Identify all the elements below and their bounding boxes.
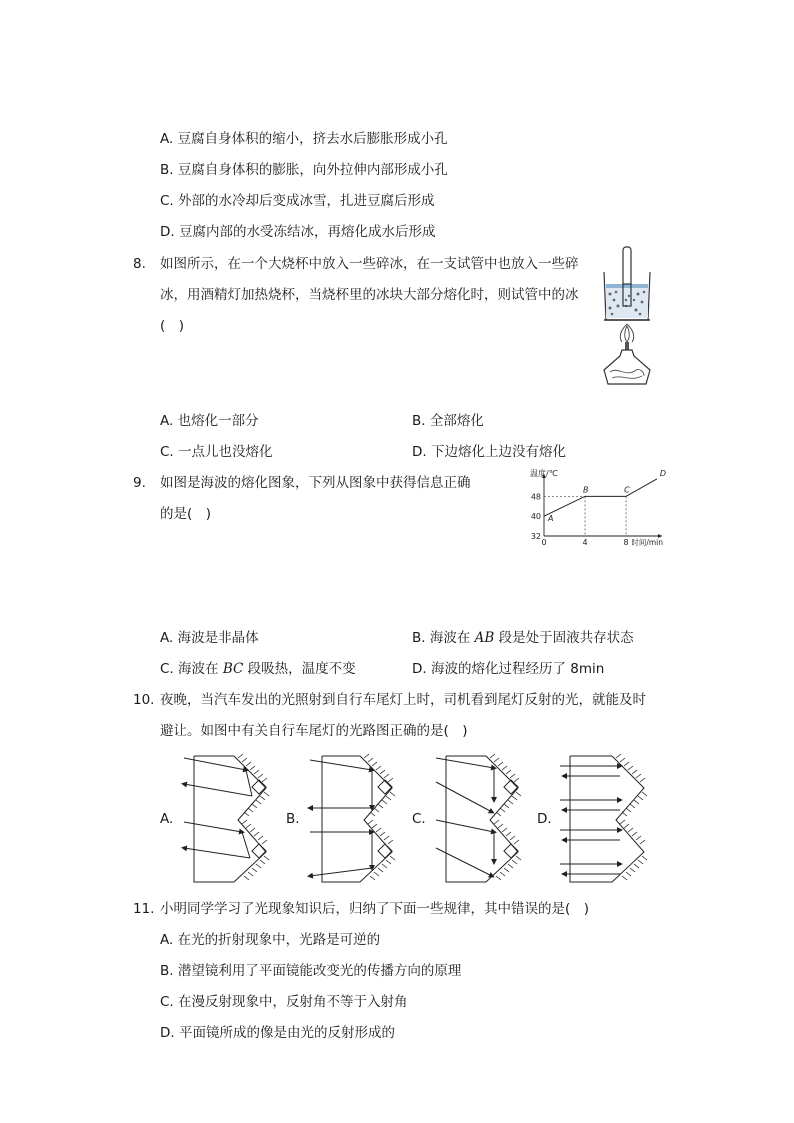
q9-option-b-var: AB xyxy=(474,630,495,646)
q9-option-c-post: 段吸热，温度不变 xyxy=(243,661,356,677)
q10-option-c-label: C. xyxy=(412,811,426,827)
q9-stem-line2: 的是( ) xyxy=(160,506,212,522)
x-tick-label: 0 xyxy=(541,538,547,547)
reflector-diagram-c xyxy=(432,752,532,888)
q7-option-b: B. 豆腐自身体积的膨胀，向外拉伸内部形成小孔 xyxy=(160,162,448,178)
q9-option-c xyxy=(160,659,356,679)
beaker-lamp-figure xyxy=(596,244,658,392)
q7-option-d: D. 豆腐内部的水受冻结冰，再熔化成水后形成 xyxy=(160,224,436,240)
q11-option-a: A. 在光的折射现象中，光路是可逆的 xyxy=(160,932,381,948)
y-tick-label: 40 xyxy=(530,512,541,522)
y-tick-label: 48 xyxy=(530,492,541,502)
reflector-diagram-a xyxy=(180,752,280,888)
q10-option-a-label: A. xyxy=(160,811,174,827)
q9-stem-line1: 如图是海波的熔化图象，下列从图象中获得信息正确 xyxy=(160,475,471,491)
q8-option-d: D. 下边熔化上边没有熔化 xyxy=(412,444,566,460)
q9-number: 9. xyxy=(133,475,146,491)
q9-option-d: D. 海波的熔化过程经历了 8min xyxy=(412,661,605,677)
q8-option-b: B. 全部熔化 xyxy=(412,413,484,429)
reflector-diagram-b xyxy=(306,752,406,888)
q10-number: 10. xyxy=(133,692,155,708)
y-tick-label: 32 xyxy=(530,532,541,541)
point-label: C xyxy=(624,485,630,495)
point-label: A xyxy=(548,514,554,524)
q11-stem: 小明同学学习了光现象知识后，归纳了下面一些规律，其中错误的是( ) xyxy=(160,901,590,917)
reflector-diagram-d xyxy=(556,752,660,888)
q10-stem-line2: 避让。如图中有关自行车尾灯的光路图正确的是( ) xyxy=(160,723,468,739)
q9-option-b-pre: B. 海波在 xyxy=(412,630,475,646)
x-tick-label: 4 xyxy=(582,538,588,547)
q8-number: 8. xyxy=(133,256,146,272)
point-label: B xyxy=(583,485,589,495)
q9-option-b xyxy=(412,628,634,648)
q11-option-b: B. 潜望镜利用了平面镜能改变光的传播方向的原理 xyxy=(160,963,462,979)
q9-option-b-post: 段是处于固液共存状态 xyxy=(494,630,634,646)
q11-number: 11. xyxy=(133,901,155,917)
q10-option-b-label: B. xyxy=(286,811,300,827)
q9-option-c-var: BC xyxy=(222,661,244,677)
point-label: D xyxy=(659,468,667,478)
q7-option-c: C. 外部的水冷却后变成冰雪，扎进豆腐后形成 xyxy=(160,193,435,209)
q7-option-a: A. 豆腐自身体积的缩小，挤去水后膨胀形成小孔 xyxy=(160,131,448,147)
q9-option-c-pre: C. 海波在 xyxy=(160,661,223,677)
q10-option-d-label: D. xyxy=(537,811,552,827)
q8-option-c: C. 一点儿也没熔化 xyxy=(160,444,273,460)
q10-stem-line1: 夜晚，当汽车发出的光照射到自行车尾灯上时，司机看到尾灯反射的光，就能及时 xyxy=(160,692,646,708)
x-tick-label: 8 xyxy=(623,538,629,547)
q11-option-d: D. 平面镜所成的像是由光的反射形成的 xyxy=(160,1025,395,1041)
melting-curve xyxy=(544,479,657,516)
q8-option-a: A. 也熔化一部分 xyxy=(160,413,259,429)
q8-stem-line3: ( ) xyxy=(160,318,185,334)
q8-stem-line2: 冰，用酒精灯加热烧杯，当烧杯里的冰块大部分熔化时，则试管中的冰 xyxy=(160,287,579,303)
q11-option-c: C. 在漫反射现象中，反射角不等于入射角 xyxy=(160,994,408,1010)
y-axis-label: 温度/℃ xyxy=(530,469,558,478)
q8-stem-line1: 如图所示，在一个大烧杯中放入一些碎冰，在一支试管中也放入一些碎 xyxy=(160,256,579,272)
q9-option-a: A. 海波是非晶体 xyxy=(160,630,259,646)
x-axis-label: 时间/min xyxy=(631,538,663,547)
melting-curve-chart xyxy=(524,468,667,554)
